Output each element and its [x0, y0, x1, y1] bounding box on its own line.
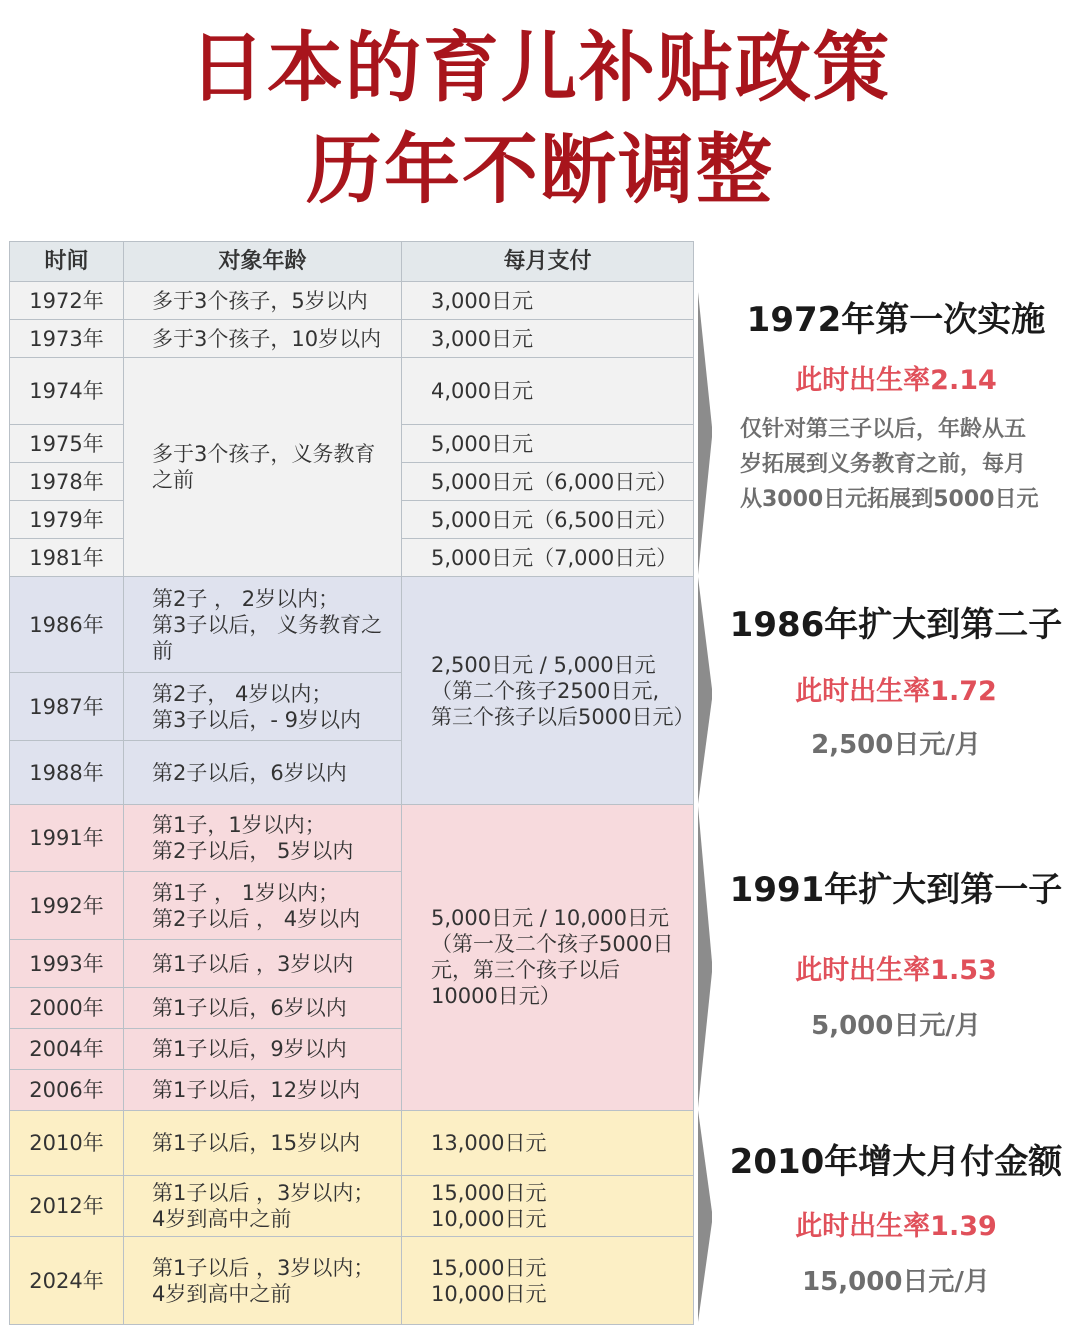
payment-cell: 4,000日元 — [402, 358, 694, 425]
summary-title: 1991年扩大到第一子 — [729, 870, 1063, 910]
year-cell: 2024年 — [10, 1237, 124, 1325]
age-cell: 第1子 ， 1岁以内； 第2子以后 ， 4岁以内 — [124, 872, 402, 940]
summary-1986 — [712, 605, 1080, 761]
year-cell: 1972年 — [10, 282, 124, 320]
year-cell: 2010年 — [10, 1111, 124, 1176]
payment-cell: 5,000日元 / 10,000日元 （第一及二个孩子5000日 元，第三个孩子以后 10000日元） — [402, 805, 694, 1111]
year-cell: 1978年 — [10, 463, 124, 501]
summary-title: 1986年扩大到第二子 — [729, 605, 1063, 645]
payment-cell: 15,000日元 10,000日元 — [402, 1237, 694, 1325]
age-cell: 第1子以后 ，3岁以内； 4岁到高中之前 — [124, 1176, 402, 1237]
policy-table — [9, 241, 694, 1325]
payment-cell: 5,000日元（6,000日元） — [402, 463, 694, 501]
year-cell: 1987年 — [10, 673, 124, 741]
summary-1972 — [712, 300, 1080, 517]
year-cell: 1992年 — [10, 872, 124, 940]
summary-amount: 5,000日元/月 — [811, 1011, 981, 1041]
header-payment: 每月支付 — [402, 242, 694, 282]
year-cell: 1988年 — [10, 741, 124, 805]
header-time: 时间 — [10, 242, 124, 282]
summary-desc: 仅针对第三子以后，年龄从五 岁拓展到义务教育之前，每月 从3000日元拓展到5000日元 — [740, 417, 1039, 512]
age-cell: 第1子以后，15岁以内 — [124, 1111, 402, 1176]
payment-cell: 2,500日元 / 5,000日元 （第二个孩子2500日元, 第三个孩子以后5000日元） — [402, 577, 694, 805]
summary-amount: 2,500日元/月 — [811, 730, 981, 760]
age-cell: 第1子，1岁以内； 第2子以后， 5岁以内 — [124, 805, 402, 872]
year-cell: 1973年 — [10, 320, 124, 358]
age-cell: 第1子以后，12岁以内 — [124, 1070, 402, 1111]
year-cell: 2000年 — [10, 988, 124, 1029]
age-cell: 第1子以后，6岁以内 — [124, 988, 402, 1029]
age-cell: 多于3个孩子，5岁以内 — [124, 282, 402, 320]
age-cell: 第1子以后 ，3岁以内 — [124, 940, 402, 988]
payment-cell: 3,000日元 — [402, 320, 694, 358]
summary-rate: 此时出生率2.14 — [795, 365, 997, 396]
year-cell: 1979年 — [10, 501, 124, 539]
age-cell: 第2子以后，6岁以内 — [124, 741, 402, 805]
page-title-line1: 日本的育儿补贴政策 — [189, 23, 891, 112]
bracket-arrows — [698, 292, 712, 1322]
age-cell: 多于3个孩子，10岁以内 — [124, 320, 402, 358]
year-cell: 2012年 — [10, 1176, 124, 1237]
summary-rate: 此时出生率1.39 — [795, 1211, 997, 1242]
summary-2010 — [712, 1142, 1080, 1298]
payment-cell: 5,000日元（7,000日元） — [402, 539, 694, 577]
summary-amount: 15,000日元/月 — [802, 1267, 990, 1297]
age-cell: 第2子 ， 2岁以内； 第3子以后， 义务教育之 前 — [124, 577, 402, 673]
page-title-line2: 历年不断调整 — [306, 125, 774, 214]
header-age: 对象年龄 — [124, 242, 402, 282]
year-cell: 1974年 — [10, 358, 124, 425]
age-cell: 第1子以后，9岁以内 — [124, 1029, 402, 1070]
summary-title: 1972年第一次实施 — [746, 300, 1046, 340]
year-cell: 1975年 — [10, 425, 124, 463]
bracket-arrow-2 — [698, 577, 712, 804]
year-cell: 1993年 — [10, 940, 124, 988]
payment-cell: 3,000日元 — [402, 282, 694, 320]
bracket-arrow-3 — [698, 806, 712, 1108]
age-cell: 第2子， 4岁以内； 第3子以后，- 9岁以内 — [124, 673, 402, 741]
bracket-arrow-1 — [698, 292, 712, 575]
payment-cell: 13,000日元 — [402, 1111, 694, 1176]
payment-cell: 5,000日元（6,500日元） — [402, 501, 694, 539]
age-cell: 第1子以后 ，3岁以内； 4岁到高中之前 — [124, 1237, 402, 1325]
year-cell: 2006年 — [10, 1070, 124, 1111]
summary-rate: 此时出生率1.72 — [795, 676, 997, 707]
year-cell: 1981年 — [10, 539, 124, 577]
year-cell: 1986年 — [10, 577, 124, 673]
age-cell: 多于3个孩子，义务教育 之前 — [124, 358, 402, 577]
year-cell: 2004年 — [10, 1029, 124, 1070]
summary-1991 — [712, 870, 1080, 1042]
summary-title: 2010年增大月付金额 — [729, 1142, 1063, 1182]
payment-cell: 15,000日元 10,000日元 — [402, 1176, 694, 1237]
summary-rate: 此时出生率1.53 — [795, 955, 997, 986]
payment-cell: 5,000日元 — [402, 425, 694, 463]
year-cell: 1991年 — [10, 805, 124, 872]
bracket-arrow-4 — [698, 1110, 712, 1322]
